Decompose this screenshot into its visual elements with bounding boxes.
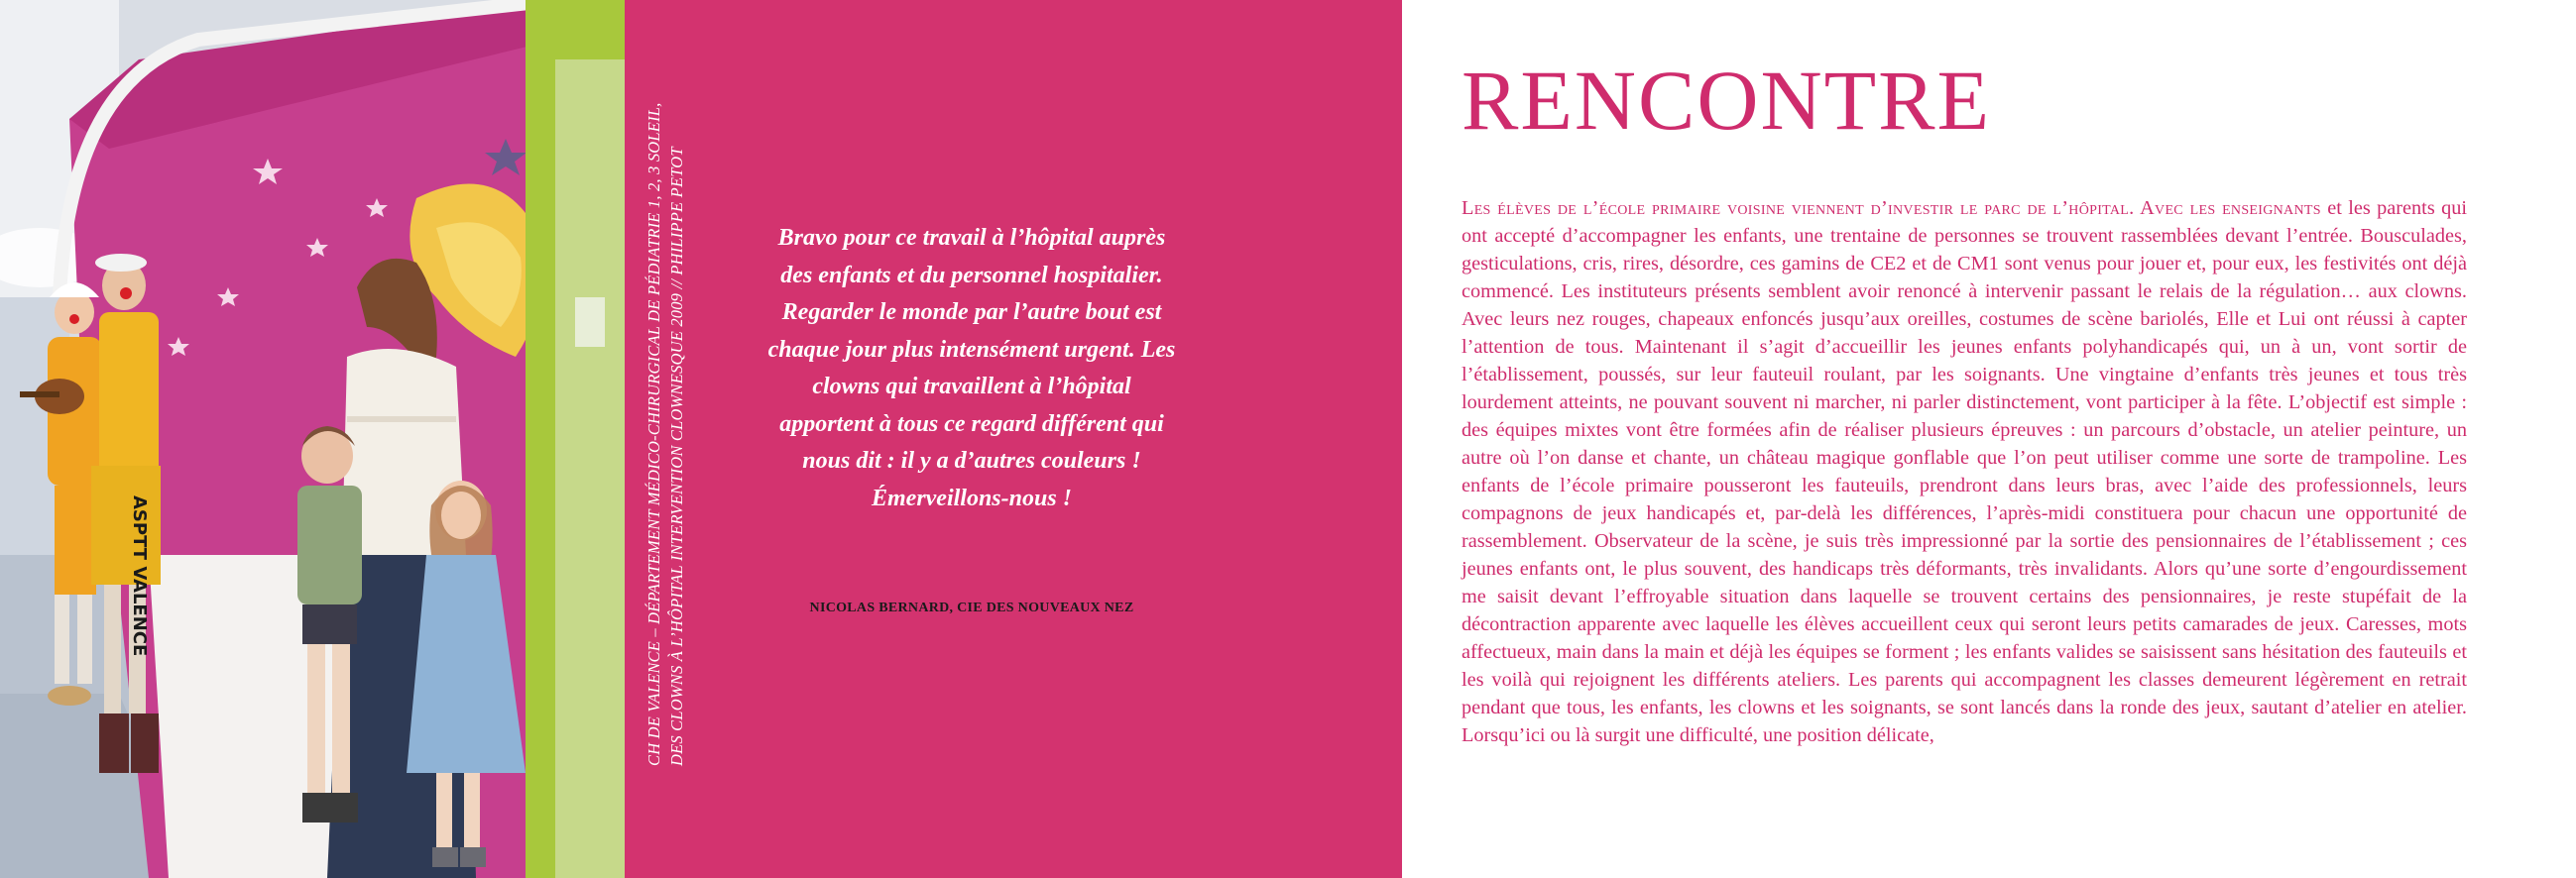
article-text: et les parents qui ont accepté d’accompagner les enfants, une trentaine de personnes se trouvent rassemblées devant l’entrée. Bousculades, gesticulations, cris, rires, désordre, ces gamins de CE2 et de CM1 sont venus pour jouer et, pour eux, les festivités ont déjà commencé. Les instituteurs présents semblent avoir renoncé à intervenir passant le relais de la régulation… aux clowns. Avec leurs nez rouges, chapeaux enfoncés jusqu’aux oreilles, costumes de scène bariolés, Elle et Lui ont réussi à capter l’attention de tous. Maintenant il s’agit d’accueillir les jeunes enfants polyhandicapés qui, un à un, vont sortir de l’établissement, poussés, sur leur fauteuil roulant, par les soignants. Une vingtaine d’enfants très jeunes et tous très lourdement atteints, ne pouvant souvent ni marcher, ni parler distinctement, vont participer à la fête. L’objectif est simple : des équipes mixtes vont être formées afin de réaliser plusieurs épreuves : un parcours d’obstacle, un atelier peinture, un autre où l’on danse et chante, un château magique gonflable que l’on peut utiliser comme une sorte de trampoline. Les enfants de l’école primaire pousseront les fauteuils, prendront dans leurs bras, avec l’aide des professionnels, leurs compagnons de jeux handicapés et, par-delà les différences, l’après-midi constituera pour chacun une opportunité de rassemblement. Observateur de la scène, je suis très impressionné par la sortie des pensionnaires de l’établissement ; ces jeunes enfants ont, le plus souvent, des handicaps très déformants, très invalidants. Alors qu’une sorte d’engourdissement me saisit devant l’effroyable situation dans laquelle se trouvent certains des pensionnaires, je reste stupéfait de la décontraction apparente avec laquelle les élèves accueillent ceux qui seront leurs petits camarades de jeux. Caresses, mots affectueux, main dans la main et déjà les équipes se forment ; les enfants valides se saisissent sans hésitation des fauteuils et les voilà qui rejoignent les différents ateliers. Les parents qui accompagnent les classes demeurent légèrement en retrait pendant que tous, les enfants, les clowns et les soignants, se sont lancés dans la ronde des jeux, sautant d’atelier en atelier. Lorsqu’ici ou là surgit une difficulté, une position délicate,: [1462, 197, 2467, 746]
quote-author: NICOLAS BERNARD, CIE DES NOUVEAUX NEZ: [809, 601, 1134, 615]
article-lead: Les élèves de l’école primaire voisine viennent d’investir le parc de l’hôpital. Avec les enseignants: [1462, 197, 2321, 219]
caption-line-1: CH DE VALENCE – DÉPARTEMENT MÉDICO-CHIRURGICAL DE PÉDIATRIE 1, 2, 3 SOLEIL,: [644, 102, 663, 766]
photo-caption: [643, 0, 686, 878]
caption-line-2: DES CLOWNS À L’HÔPITAL INTERVENTION CLOWNESQUE 2009 // PHILIPPE PETOT: [667, 147, 686, 766]
article-body: [1462, 194, 2467, 749]
clown-shirt-text: ASPTT VALENCE: [129, 495, 150, 657]
hospital-photo: [0, 0, 625, 878]
quote-text: Bravo pour ce travail à l’hôpital auprès des enfants et du personnel hospitalier. Regarder le monde par l’autre bout est chaque jour plus intensément urgent. Les clowns qui travaillent à l’hôpital apportent à tous ce regard différent qui nous dit : il y a d’autres couleurs ! Émerveillons-nous !: [767, 225, 1176, 511]
photo-illustration: [0, 0, 625, 878]
article-title: RENCONTRE: [1462, 53, 1991, 148]
